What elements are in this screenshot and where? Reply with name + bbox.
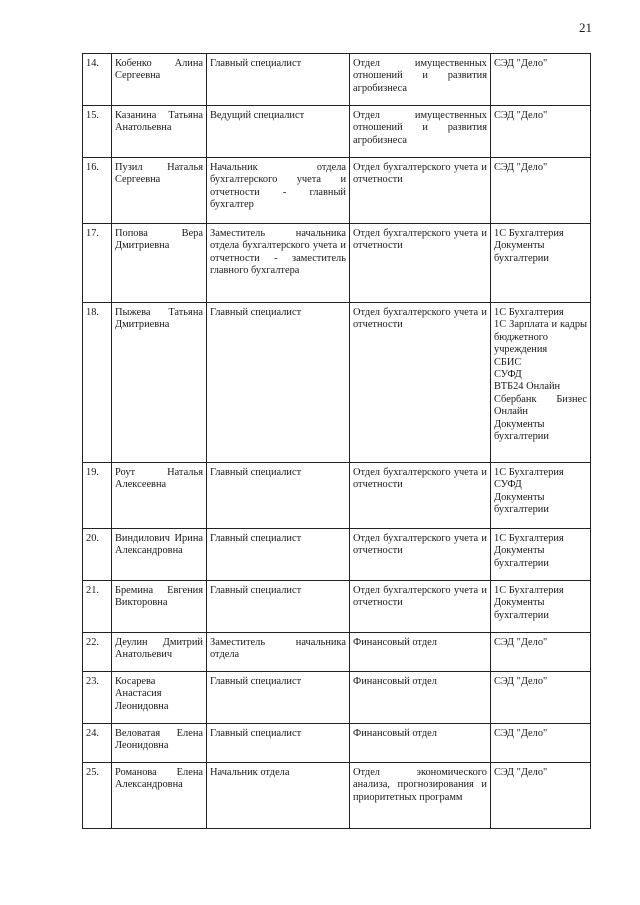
department-cell: Отдел бухгалтерского учета и отчетности (350, 224, 491, 303)
position-cell: Главный специалист (207, 463, 350, 529)
position-cell: Главный специалист (207, 54, 350, 106)
table-body (83, 54, 591, 829)
systems-cell (491, 106, 591, 158)
system-item: 1С Бухгалтерия (494, 467, 564, 478)
system-item: Сбербанк Бизнес Онлайн (494, 393, 587, 418)
system-item: СЭД "Дело" (494, 767, 548, 778)
systems-cell (491, 463, 591, 529)
page-number: 21 (579, 20, 592, 35)
system-item: 1С Бухгалтерия (494, 228, 564, 239)
system-item: СЭД "Дело" (494, 637, 548, 648)
department-cell: Отдел бухгалтерского учета и отчетности (350, 463, 491, 529)
employee-name-cell: Деулин Дмитрий Анатольевич (112, 633, 207, 672)
department-cell: Финансовый отдел (350, 724, 491, 763)
row-number-cell: 20. (83, 529, 112, 581)
system-item: 1С Бухгалтерия (494, 307, 564, 318)
row-number-cell: 18. (83, 303, 112, 463)
system-item: 1С Бухгалтерия (494, 585, 564, 596)
position-cell: Заместитель начальника отдела (207, 633, 350, 672)
row-number-cell: 23. (83, 672, 112, 724)
row-number-cell: 19. (83, 463, 112, 529)
system-item: 1С Зарплата и кадры бюджетного учреждения (494, 319, 587, 356)
position-cell: Ведущий специалист (207, 106, 350, 158)
systems-cell (491, 672, 591, 724)
employees-table (82, 53, 591, 829)
systems-cell (491, 581, 591, 633)
position-cell: Начальник отдела (207, 763, 350, 829)
row-number-cell: 15. (83, 106, 112, 158)
table-row (83, 463, 591, 529)
systems-cell (491, 54, 591, 106)
row-number-cell: 25. (83, 763, 112, 829)
systems-cell (491, 724, 591, 763)
system-item: Документы бухгалтерии (494, 240, 549, 264)
position-cell: Начальник отдела бухгалтерского учета и отчетности - главный бухгалтер (207, 158, 350, 224)
system-item: СУФД (494, 369, 522, 381)
row-number-cell: 16. (83, 158, 112, 224)
row-number-cell: 24. (83, 724, 112, 763)
system-item: СЭД "Дело" (494, 58, 548, 69)
table-row (83, 303, 591, 463)
table-row (83, 106, 591, 158)
systems-cell (491, 763, 591, 829)
system-item: Документы бухгалтерии (494, 597, 549, 621)
row-number-cell: 21. (83, 581, 112, 633)
department-cell: Отдел имущественных отношений и развития агробизнеса (350, 54, 491, 106)
employee-name-cell: Казанина Татьяна Анатольевна (112, 106, 207, 158)
department-cell: Отдел экономического анализа, прогнозирования и приоритетных программ (350, 763, 491, 829)
department-cell: Финансовый отдел (350, 633, 491, 672)
table-row (83, 633, 591, 672)
employee-name-cell: Попова Вера Дмитриевна (112, 224, 207, 303)
systems-cell (491, 303, 591, 463)
table-row (83, 581, 591, 633)
table-row (83, 672, 591, 724)
system-item: Документы бухгалтерии (494, 545, 549, 569)
systems-cell (491, 224, 591, 303)
system-item: СУФД (494, 479, 522, 491)
systems-cell (491, 158, 591, 224)
department-cell: Отдел имущественных отношений и развития агробизнеса (350, 106, 491, 158)
employee-name-cell: Кобенко Алина Сергеевна (112, 54, 207, 106)
systems-cell (491, 529, 591, 581)
system-item: СБИС (494, 356, 522, 368)
table-row (83, 224, 591, 303)
department-cell: Финансовый отдел (350, 672, 491, 724)
position-cell: Главный специалист (207, 672, 350, 724)
table-row (83, 158, 591, 224)
system-item: ВТБ24 Онлайн (494, 381, 561, 393)
employee-name-cell: Виндилович Ирина Александровна (112, 529, 207, 581)
employee-name-cell: Пыжева Татьяна Дмитриевна (112, 303, 207, 463)
systems-cell (491, 633, 591, 672)
position-cell: Главный специалист (207, 581, 350, 633)
row-number-cell: 17. (83, 224, 112, 303)
employee-name-cell: Романова Елена Александровна (112, 763, 207, 829)
position-cell: Главный специалист (207, 529, 350, 581)
table-row (83, 763, 591, 829)
position-cell: Заместитель начальника отдела бухгалтерского учета и отчетности - заместитель главного бухгалтера (207, 224, 350, 303)
table-row (83, 54, 591, 106)
system-item: Документы бухгалтерии (494, 418, 549, 443)
system-item: СЭД "Дело" (494, 162, 548, 173)
system-item: СЭД "Дело" (494, 728, 548, 739)
employee-name-cell: Пузил Наталья Сергеевна (112, 158, 207, 224)
employee-name-cell: Бремина Евгения Викторовна (112, 581, 207, 633)
department-cell: Отдел бухгалтерского учета и отчетности (350, 303, 491, 463)
system-item: СЭД "Дело" (494, 676, 548, 687)
position-cell: Главный специалист (207, 303, 350, 463)
row-number-cell: 14. (83, 54, 112, 106)
employee-name-cell: Косарева Анастасия Леонидовна (112, 672, 207, 724)
department-cell: Отдел бухгалтерского учета и отчетности (350, 529, 491, 581)
employee-name-cell: Веловатая Елена Леонидовна (112, 724, 207, 763)
position-cell: Главный специалист (207, 724, 350, 763)
system-item: 1С Бухгалтерия (494, 533, 564, 544)
table-row (83, 529, 591, 581)
employee-name-cell: Роут Наталья Алексеевна (112, 463, 207, 529)
system-item: СЭД "Дело" (494, 110, 548, 121)
row-number-cell: 22. (83, 633, 112, 672)
department-cell: Отдел бухгалтерского учета и отчетности (350, 158, 491, 224)
department-cell: Отдел бухгалтерского учета и отчетности (350, 581, 491, 633)
table-row (83, 724, 591, 763)
system-item: Документы бухгалтерии (494, 491, 549, 516)
